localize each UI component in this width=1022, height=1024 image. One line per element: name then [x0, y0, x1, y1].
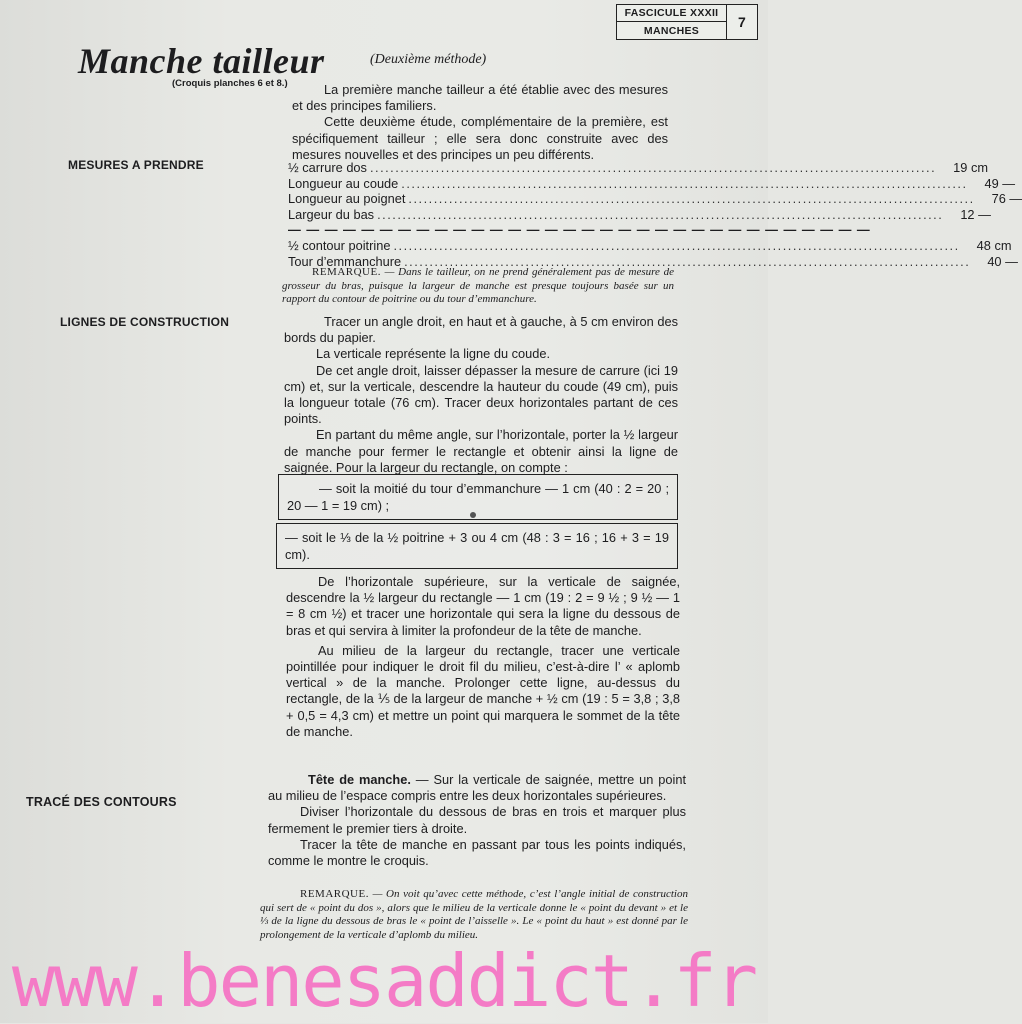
section-label: MANCHES	[617, 22, 727, 39]
remark-trace	[260, 888, 688, 942]
trace-text	[268, 772, 686, 869]
measurement-row: ½ carrure dos ..... 19 cm	[288, 160, 673, 176]
measurement-row: ½ contour poitrine ..... 48 cm	[288, 238, 673, 254]
lignes-paragraph-3: De cet angle droit, laisser dépasser la mesure de carrure (ici 19 cm) et, sur la verticale, descendre la hauteur du coude (49 cm), puis la longueur totale (76 cm). Tracer deux horizontales partant de ces points.	[284, 362, 678, 427]
lignes-paragraph-6: Au milieu de la largeur du rectangle, tracer une verticale pointillée pour indiquer le droit fil du milieu, c’est-à-dire l’ « aplomb vertical » de la manche. Prolonger cette ligne, au-dessus du rectangle, de la ⅕ de la largeur de manche + ½ cm (19 : 5 = 3,8 ; 3,8 + 0,5 = 4,3 cm) et mettre un point qui marquera le sommet de la tête de manche.	[286, 642, 680, 739]
fascicule-header-box	[616, 4, 758, 40]
lignes-paragraph-1: Tracer un angle droit, en haut et à gauche, à 5 cm environ des bords du papier.	[284, 314, 678, 346]
fascicule-label: FASCICULE XXXII	[617, 5, 727, 22]
lignes-paragraph-5: De l’horizontale supérieure, sur la verticale de saignée, descendre la ½ largeur du rectangle — 1 cm (19 : 2 = 9 ½ ; 9 ½ — 1 = 8 cm ½) et tracer une horizontale qui sera la ligne du dessous de bras et qui servira à limiter la profondeur de la tête de manche.	[286, 574, 680, 638]
trace-paragraph-2: Diviser l’horizontale du dessous de bras en trois et marquer plus fermement le premier tiers à droite.	[268, 804, 686, 836]
lignes-text-2	[286, 574, 680, 740]
measurement-row: Longueur au poignet ..... 76 —	[288, 191, 673, 207]
intro-paragraph-2: Cette deuxième étude, complémentaire de la première, est spécifiquement tailleur ; elle sera donc construite avec des mesures nouvelles et des principes un peu différents.	[292, 114, 668, 162]
lignes-paragraph-2: La verticale représente la ligne du coude.	[316, 346, 551, 362]
lignes-text	[284, 314, 678, 476]
calc-box-2	[276, 523, 678, 569]
trace-paragraph-1: Tête de manche. — Sur la verticale de saignée, mettre un point au milieu de l’espace compris entre les deux horizontales supérieures.	[268, 772, 686, 804]
calc-box-1-text: — soit la moitié du tour d’emmanchure — 1 cm (40 : 2 = 20 ; 20 — 1 = 19 cm) ;	[287, 481, 669, 513]
calc-box-2-text: — soit le ⅓ de la ½ poitrine + 3 ou 4 cm (48 : 3 = 16 ; 16 + 3 = 19 cm).	[285, 530, 669, 562]
lignes-paragraph-4: En partant du même angle, sur l’horizontale, porter la ½ largeur de manche pour fermer le rectangle et obtenir ainsi la ligne de saignée. Pour la largeur du rectangle, on compte :	[284, 427, 678, 475]
croquis-note: (Croquis planches 6 et 8.)	[172, 78, 288, 89]
measurement-row: Longueur au coude ..... 49 —	[288, 176, 673, 192]
remark-text: — On voit qu’avec cette méthode, c’est l’angle initial de construction qui sert de « point du dos », alors que le milieu de la verticale donne le « point du devant » et le ⅓ de la ligne du dessous de bras le « point de l’aisselle ». Le « point du haut » est donné par le prolongement de la verticale d’aplomb du milieu.	[260, 888, 688, 941]
heading-trace: TRACÉ DES CONTOURS	[26, 795, 177, 809]
measurement-separator: — — — — — — — — — — — — — — — — — — — — — — — — — — — — — — — —	[288, 222, 871, 238]
watermark-text: www.benesaddict.fr	[11, 939, 757, 1023]
trace-lead: Tête de manche.	[308, 772, 411, 787]
intro-text	[292, 82, 668, 163]
remark-mesures	[282, 266, 674, 307]
page-number: 7	[737, 14, 747, 30]
remark-label: REMARQUE.	[300, 888, 369, 900]
remark-text: — Dans le tailleur, on ne prend généralement pas de mesure de grosseur du bras, puisque la largeur de manche est presque toujours basée sur un rapport du contour de poitrine ou du tour d’emmanchure.	[282, 266, 674, 305]
point-mark	[470, 512, 476, 518]
heading-mesures: MESURES A PRENDRE	[68, 158, 204, 172]
remark-label: REMARQUE.	[312, 266, 381, 278]
measurement-row: Tour d’emmanchure ..... 40 —	[288, 254, 673, 270]
intro-paragraph-1: La première manche tailleur a été établie avec des mesures et des principes familiers.	[292, 82, 668, 114]
page-subtitle: (Deuxième méthode)	[370, 52, 487, 67]
calc-box-1	[278, 474, 678, 520]
measurements-list	[288, 160, 1022, 269]
heading-lignes: LIGNES DE CONSTRUCTION	[60, 315, 230, 329]
page-title: Manche tailleur	[78, 41, 325, 81]
measurement-row: Largeur du bas ..... 12 —	[288, 207, 673, 223]
trace-paragraph-3: Tracer la tête de manche en passant par tous les points indiqués, comme le montre le croquis.	[268, 836, 686, 869]
